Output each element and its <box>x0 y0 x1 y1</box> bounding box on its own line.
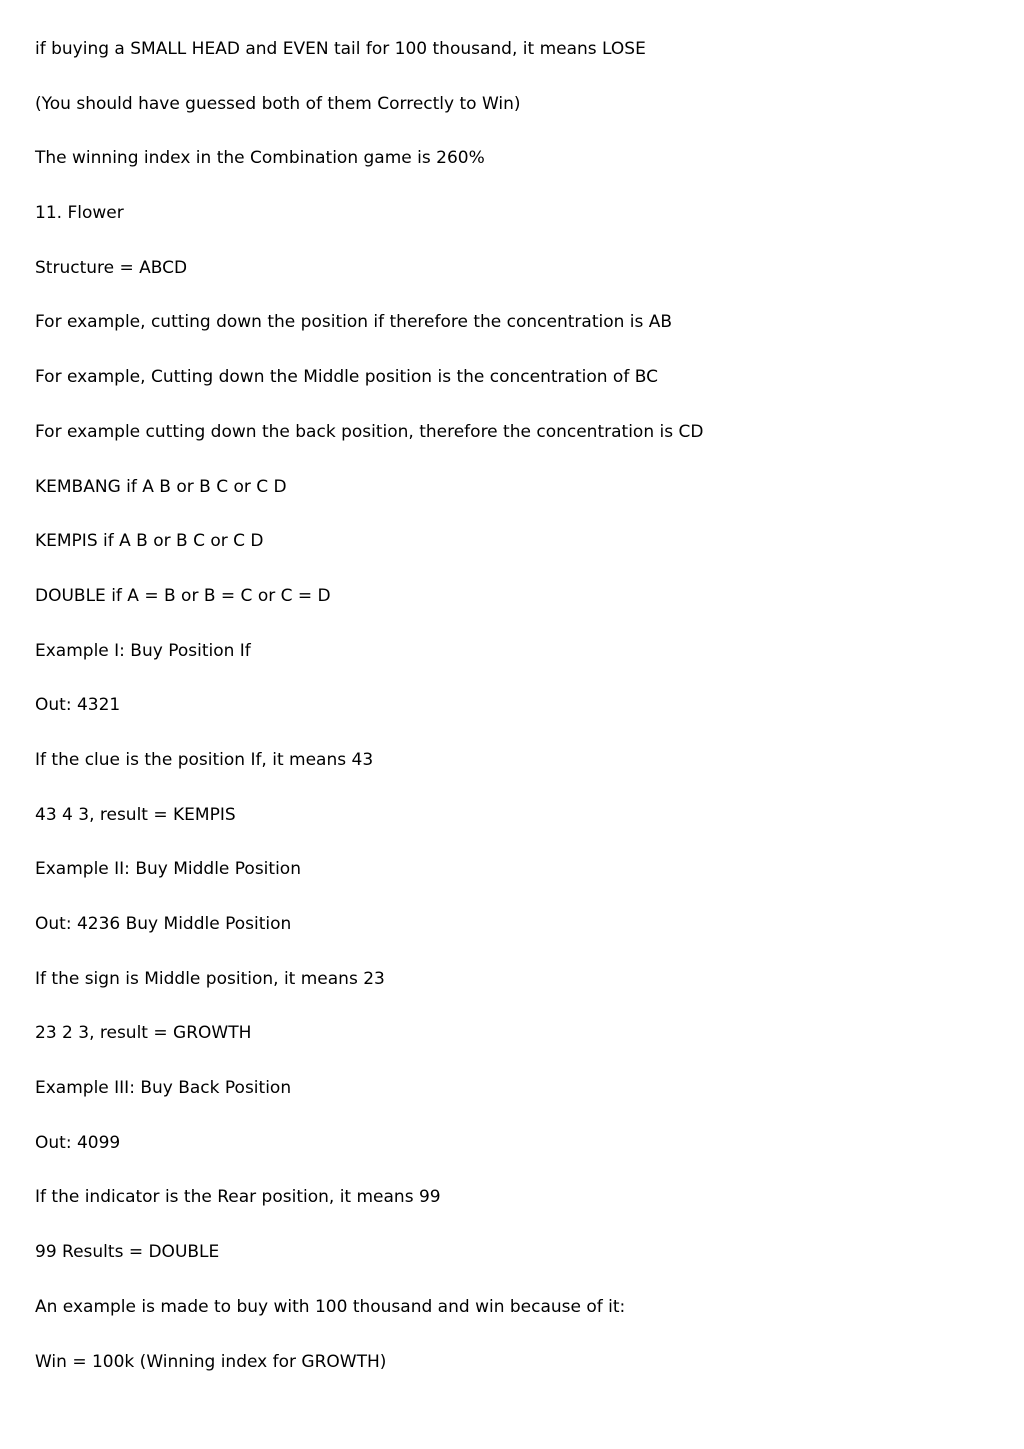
text-line: For example, Cutting down the Middle position is the concentration of BC <box>35 367 658 388</box>
text-line: Out: 4099 <box>35 1132 121 1153</box>
text-line: For example, cutting down the position if therefore the concentration is AB <box>35 312 673 333</box>
text-line: DOUBLE if A = B or B = C or C = D <box>35 585 331 606</box>
text-line: Example II: Buy Middle Position <box>35 859 301 880</box>
text-line: 43 4 3, result = KEMPIS <box>35 804 236 825</box>
text-line: Out: 4321 <box>35 695 121 716</box>
text-line: If the clue is the position If, it means 43 <box>35 749 374 770</box>
text-line: An example is made to buy with 100 thousand and win because of it: <box>35 1296 626 1317</box>
text-line: If the sign is Middle position, it means 23 <box>35 968 385 989</box>
section-heading: 11. Flower <box>35 203 124 224</box>
text-line: 23 2 3, result = GROWTH <box>35 1023 252 1044</box>
text-line: KEMPIS if A B or B C or C D <box>35 531 264 552</box>
text-line: For example cutting down the back position, therefore the concentration is CD <box>35 421 704 442</box>
text-line: The winning index in the Combination game is 260% <box>35 148 485 169</box>
text-line: Out: 4236 Buy Middle Position <box>35 914 292 934</box>
text-line: Structure = ABCD <box>35 257 188 278</box>
document-body <box>35 36 1004 1403</box>
text-line: (You should have guessed both of them Correctly to Win) <box>35 93 521 114</box>
text-line: Example I: Buy Position If <box>35 640 251 661</box>
text-line: 99 Results = DOUBLE <box>35 1242 220 1263</box>
text-line: Win = 100k (Winning index for GROWTH) <box>35 1351 387 1372</box>
text-line: If the indicator is the Rear position, it means 99 <box>35 1187 441 1208</box>
text-line: KEMBANG if A B or B C or C D <box>35 476 287 497</box>
text-line: Example III: Buy Back Position <box>35 1078 292 1099</box>
text-line: if buying a SMALL HEAD and EVEN tail for 100 thousand, it means LOSE <box>35 39 646 59</box>
